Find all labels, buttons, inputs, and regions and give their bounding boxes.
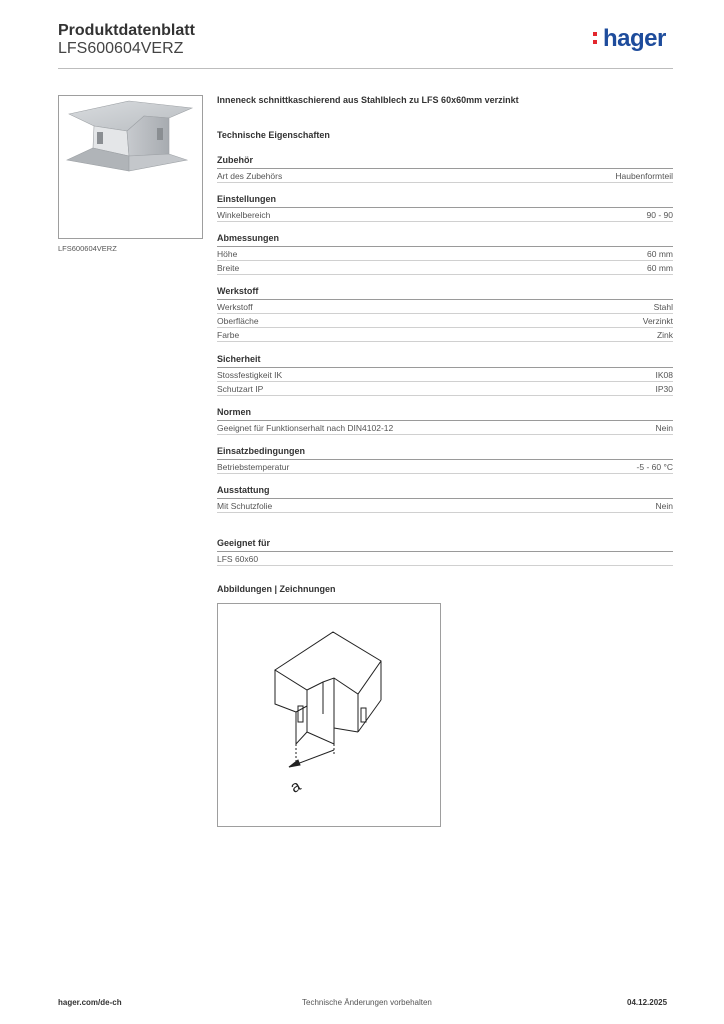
- product-photo: [58, 95, 203, 239]
- group-title: Ausstattung: [217, 485, 673, 499]
- hager-logo: [593, 25, 673, 56]
- product-photo-caption: LFS600604VERZ: [58, 244, 117, 253]
- row-value: Zink: [656, 330, 673, 340]
- table-row: [217, 261, 673, 275]
- group-title: Normen: [217, 407, 673, 421]
- row-label: Schutzart IP: [217, 384, 264, 394]
- row-value: -5 - 60 °C: [636, 462, 673, 472]
- row-label: Werkstoff: [217, 302, 253, 312]
- logo-wordmark: hager: [603, 25, 666, 52]
- table-row: [217, 300, 673, 314]
- row-value: Haubenformteil: [615, 171, 673, 181]
- group-title: Sicherheit: [217, 354, 673, 368]
- footer-website-link[interactable]: hager.com/de-ch: [58, 998, 122, 1007]
- technical-drawing: [217, 603, 441, 827]
- row-value: IP30: [655, 384, 673, 394]
- row-label: Höhe: [217, 249, 238, 259]
- logo-colon-icon: [593, 32, 598, 48]
- table-row: [217, 368, 673, 382]
- table-row: [217, 247, 673, 261]
- group-normen: [217, 407, 673, 435]
- table-row: [217, 552, 673, 566]
- row-value: 60 mm: [647, 249, 673, 259]
- dimension-label: a: [287, 777, 304, 797]
- product-description: Inneneck schnittkaschierend aus Stahlblech zu LFS 60x60mm verzinkt: [217, 95, 519, 105]
- group-einsatzbedingungen: [217, 446, 673, 474]
- row-label: Geeignet für Funktionserhalt nach DIN4102-12: [217, 423, 394, 433]
- row-value: Nein: [655, 423, 673, 433]
- group-einstellungen: [217, 194, 673, 222]
- group-sicherheit: [217, 354, 673, 396]
- row-label: Mit Schutzfolie: [217, 501, 273, 511]
- row-label: Betriebstemperatur: [217, 462, 290, 472]
- row-label: Stossfestigkeit IK: [217, 370, 283, 380]
- group-geeignet-fuer: [217, 538, 673, 566]
- row-value: Nein: [655, 501, 673, 511]
- table-row: [217, 314, 673, 328]
- page-title: Produktdatenblatt: [58, 22, 195, 39]
- header-divider: [58, 68, 673, 69]
- row-value: Stahl: [653, 302, 673, 312]
- table-row: [217, 460, 673, 474]
- footer-date: 04.12.2025: [627, 998, 668, 1007]
- row-value: 60 mm: [647, 263, 673, 273]
- product-code: LFS600604VERZ: [58, 40, 184, 57]
- group-zubehoer: [217, 155, 673, 183]
- group-abmessungen: [217, 233, 673, 275]
- table-row: [217, 499, 673, 513]
- table-row: [217, 169, 673, 183]
- group-title: Einstellungen: [217, 194, 673, 208]
- group-title: Einsatzbedingungen: [217, 446, 673, 460]
- table-row: [217, 328, 673, 342]
- tech-properties-heading: Technische Eigenschaften: [217, 130, 330, 140]
- inneneck-drawing-icon: [218, 604, 440, 826]
- row-label: Winkelbereich: [217, 210, 271, 220]
- row-label: LFS 60x60: [217, 554, 259, 564]
- row-value: Verzinkt: [642, 316, 673, 326]
- group-title: Werkstoff: [217, 286, 673, 300]
- group-title: Zubehör: [217, 155, 673, 169]
- group-title: Abmessungen: [217, 233, 673, 247]
- row-value: 90 - 90: [646, 210, 673, 220]
- group-ausstattung: [217, 485, 673, 513]
- figures-heading: Abbildungen | Zeichnungen: [217, 584, 336, 594]
- table-row: [217, 382, 673, 396]
- row-label: Breite: [217, 263, 240, 273]
- group-werkstoff: [217, 286, 673, 342]
- row-value: IK08: [655, 370, 673, 380]
- row-label: Farbe: [217, 330, 240, 340]
- footer-notice: Technische Änderungen vorbehalten: [302, 998, 432, 1007]
- inneneck-photo-icon: [59, 96, 202, 238]
- table-row: [217, 421, 673, 435]
- table-row: [217, 208, 673, 222]
- row-label: Art des Zubehörs: [217, 171, 283, 181]
- row-label: Oberfläche: [217, 316, 259, 326]
- group-title: Geeignet für: [217, 538, 673, 552]
